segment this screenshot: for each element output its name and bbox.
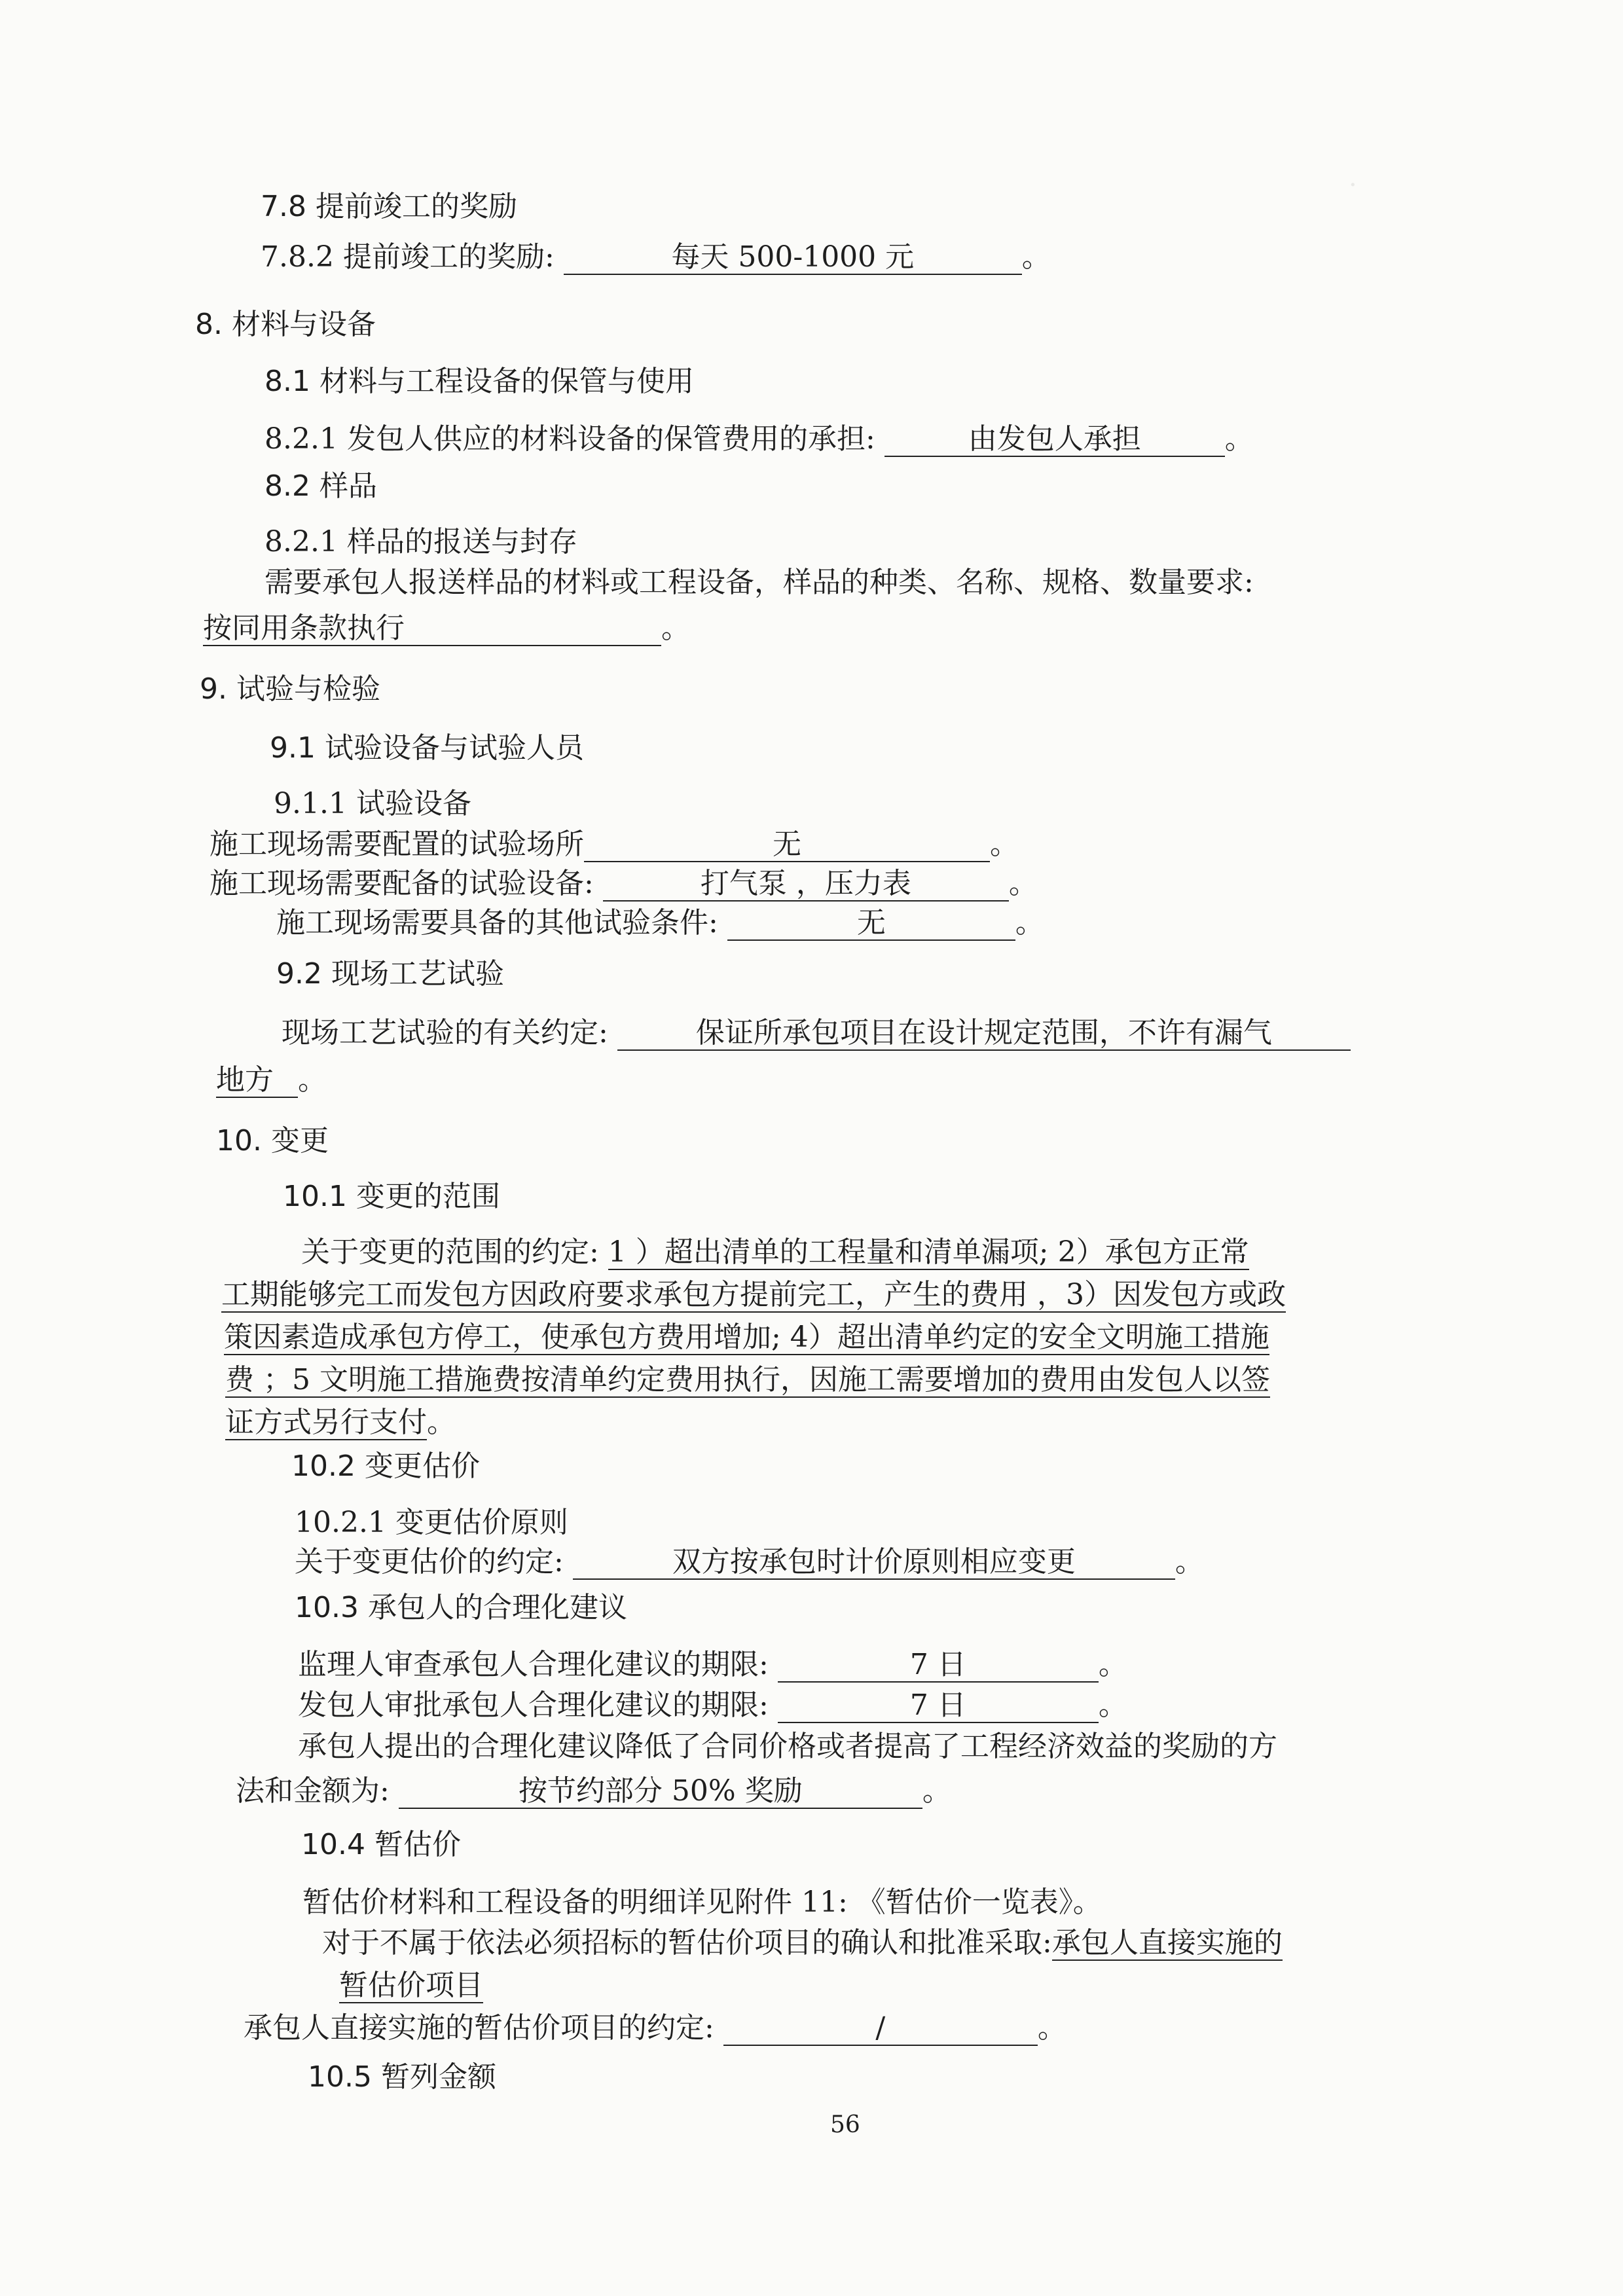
section-8-1-heading: 8.1 材料与工程设备的保管与使用 <box>264 365 694 398</box>
section-10-5-heading: 10.5 暂列金额 <box>308 2060 496 2094</box>
end-mark: 。 <box>1008 867 1038 900</box>
section-10-2-1-heading: 10.2.1 变更估价原则 <box>295 1506 568 1539</box>
value-10-1-b <box>221 1277 1286 1313</box>
value-10-3-b: 7 日 <box>778 1689 1099 1723</box>
value-10-4-b: 承包人直接实施的 <box>1051 1926 1283 1959</box>
label-10-3-a: 监理人审查承包人合理化建议的期限: <box>298 1648 769 1681</box>
label-9-1: 施工现场需要配置的试验场所 <box>210 828 584 861</box>
value-10-1-c-text: 策因素造成承包方停工，使承包方费用增加; 4）超出清单约定的安全文明施工措施 <box>224 1321 1269 1354</box>
section-7-8-heading: 7.8 提前竣工的奖励 <box>261 190 517 223</box>
end-mark: 。 <box>427 1406 456 1439</box>
line-10-4-b <box>322 1925 1283 1961</box>
end-mark: 。 <box>1098 1688 1127 1722</box>
section-8-heading: 8. 材料与设备 <box>195 308 376 341</box>
end-mark: 。 <box>661 611 690 645</box>
line-9-3 <box>276 905 1044 941</box>
end-mark: 。 <box>990 828 1019 861</box>
label-10-3-b: 发包人审批承包人合理化建议的期限: <box>298 1688 769 1722</box>
label-8-2-1: 8.2.1 发包人供应的材料设备的保管费用的承担: <box>264 422 875 456</box>
value-8-2-1: 由发包人承担 <box>884 423 1225 457</box>
value-10-3-d: 按节约部分 50% 奖励 <box>399 1775 922 1809</box>
end-mark: 。 <box>1098 1648 1127 1681</box>
value-10-1-a: 1 ）超出清单的工程量和清单漏项; 2）承包方正常 <box>608 1235 1249 1269</box>
section-9-1-1-heading: 9.1.1 试验设备 <box>274 787 471 820</box>
value-9-4-a: 保证所承包项目在设计规定范围，不许有漏气 <box>617 1017 1351 1051</box>
line-7-8-2 <box>261 239 1051 276</box>
value-10-1-e-text: 证方式另行支付 <box>225 1406 427 1439</box>
section-10-2-heading: 10.2 变更估价 <box>291 1449 480 1483</box>
label-10-3-d: 法和金额为: <box>236 1774 390 1808</box>
value-9-3: 无 <box>727 907 1015 941</box>
label-9-4: 现场工艺试验的有关约定: <box>282 1016 608 1049</box>
section-8-2-heading: 8.2 样品 <box>264 469 377 503</box>
label-10-4-d: 承包人直接实施的暂估价项目的约定: <box>244 2011 714 2045</box>
section-10-3-heading: 10.3 承包人的合理化建议 <box>295 1591 627 1624</box>
page-number: 56 <box>830 2111 860 2138</box>
line-10-1 <box>301 1234 1249 1271</box>
label-7-8-2: 7.8.2 提前竣工的奖励: <box>261 240 555 274</box>
end-mark: 。 <box>922 1774 951 1808</box>
line-10-4-a: 暂估价材料和工程设备的明细详见附件 11: 《暂估价一览表》。 <box>302 1886 1102 1919</box>
value-7-8-2: 每天 500-1000 元 <box>564 241 1022 275</box>
value-10-1-d <box>225 1362 1270 1398</box>
value-10-3-a: 7 日 <box>778 1649 1099 1683</box>
line-9-2 <box>210 866 1038 902</box>
line-10-3-d <box>236 1773 951 1810</box>
line-10-2 <box>295 1544 1204 1580</box>
line-9-4-cont <box>216 1062 327 1099</box>
line-8-2-1 <box>264 421 1254 458</box>
line-10-4-c <box>339 1967 483 2004</box>
line-8-2-1-value <box>203 610 690 647</box>
end-mark: 。 <box>1224 422 1254 456</box>
end-mark: 。 <box>1021 240 1051 274</box>
value-8-2-1-samples: 按同用条款执行 <box>203 612 661 646</box>
end-mark: 。 <box>1015 906 1044 939</box>
label-10-2: 关于变更估价的约定: <box>295 1545 564 1578</box>
para-8-2-1: 需要承包人报送样品的材料或工程设备，样品的种类、名称、规格、数量要求: <box>264 566 1254 599</box>
line-9-1 <box>210 826 1019 863</box>
label-9-3: 施工现场需要具备的其他试验条件: <box>276 906 718 939</box>
section-10-heading: 10. 变更 <box>216 1124 329 1157</box>
section-10-4-heading: 10.4 暂估价 <box>301 1828 461 1861</box>
label-10-4-b: 对于不属于依法必须招标的暂估价项目的确认和批准采取: <box>322 1926 1052 1959</box>
value-10-4-d: / <box>723 2012 1038 2046</box>
value-10-1-b-text: 工期能够完工而发包方因政府要求承包方提前完工，产生的费用 ，3）因发包方或政 <box>221 1278 1286 1311</box>
end-mark: 。 <box>298 1063 327 1097</box>
label-9-2: 施工现场需要配备的试验设备: <box>210 867 594 900</box>
end-mark: 。 <box>1037 2011 1067 2045</box>
bleed-mark: · <box>1349 170 1357 200</box>
line-10-3-c: 承包人提出的合理化建议降低了合同价格或者提高了工程经济效益的奖励的方 <box>298 1730 1277 1763</box>
section-10-1-heading: 10.1 变更的范围 <box>283 1180 500 1213</box>
section-9-1-heading: 9.1 试验设备与试验人员 <box>270 731 584 765</box>
section-9-2-heading: 9.2 现场工艺试验 <box>276 957 504 991</box>
value-10-2: 双方按承包时计价原则相应变更 <box>573 1546 1175 1580</box>
value-10-1-e <box>225 1404 456 1441</box>
value-10-4-c: 暂估价项目 <box>339 1969 483 2002</box>
line-10-4-d <box>244 2010 1067 2047</box>
value-9-2: 打气泵 ，压力表 <box>603 867 1009 902</box>
value-9-4-b: 地方 <box>216 1064 298 1098</box>
value-9-1: 无 <box>584 828 990 862</box>
section-9-heading: 9. 试验与检验 <box>200 672 380 706</box>
value-10-1-c <box>224 1319 1269 1356</box>
line-10-3-a <box>298 1647 1127 1683</box>
label-10-1: 关于变更的范围的约定: <box>301 1235 599 1269</box>
value-10-1-d-text: 费 ；5 文明施工措施费按清单约定费用执行，因施工需要增加的费用由发包人以签 <box>225 1363 1270 1396</box>
end-mark: 。 <box>1175 1545 1204 1578</box>
section-8-2-1-heading: 8.2.1 样品的报送与封存 <box>264 525 577 558</box>
line-10-3-b <box>298 1687 1127 1724</box>
line-9-4 <box>282 1015 1351 1051</box>
